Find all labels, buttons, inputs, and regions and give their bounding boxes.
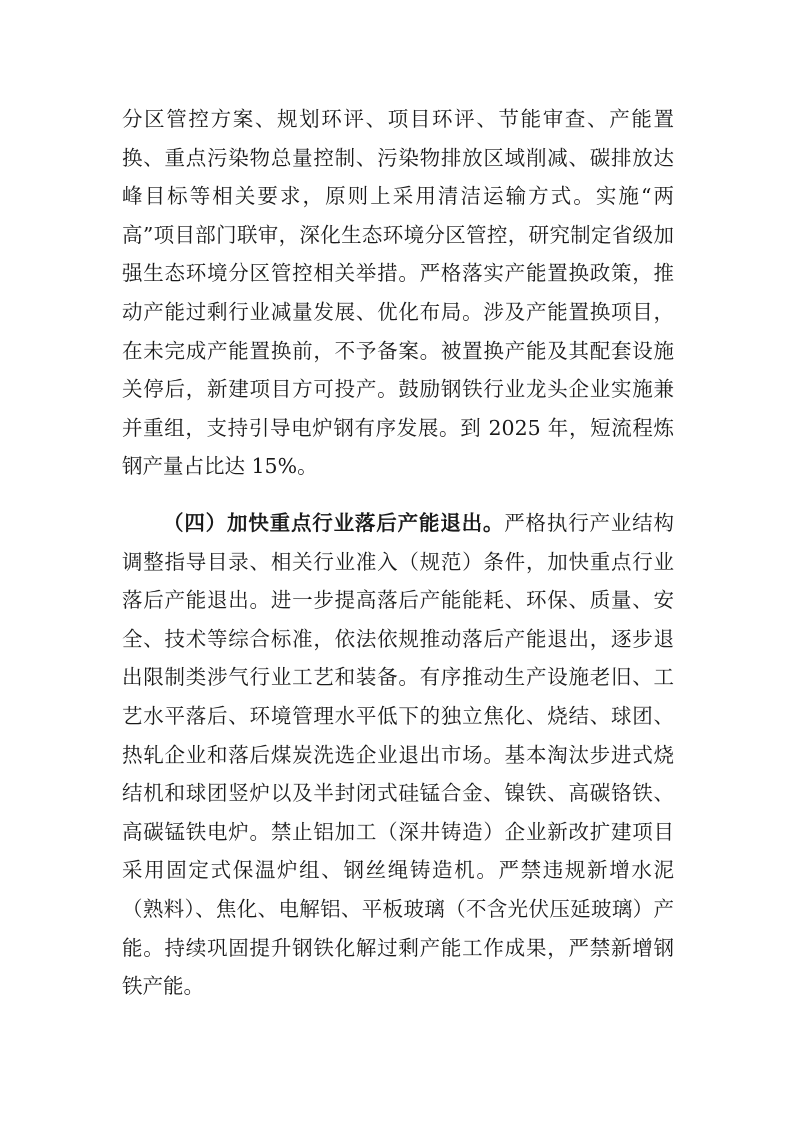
paragraph-block-1 bbox=[122, 100, 674, 486]
section-4-body: 严格执行产业结构调整指导目录、相关行业准入（规范）条件，加快重点行业落后产能退出。进一步提高落后产能能耗、环保、质量、安全、技术等综合标准，依法依规推动落后产能退出，逐步退出限制类涉气行业工艺和装备。有序推动生产设施老旧、工艺水平落后、环境管理水平低下的独立焦化、烧结、球团、热轧企业和落后煤炭洗选企业退出市场。基本淘汰步进式烧结机和球团竖炉以及半封闭式硅锰合金、镍铁、高碳铬铁、高碳锰铁电炉。禁止铝加工（深井铸造）企业新改扩建项目采用固定式保温炉组、钢丝绳铸造机。严禁违规新增水泥（熟料）、焦化、电解铝、平板玻璃（不含光伏压延玻璃）产能。持续巩固提升钢铁化解过剩产能工作成果，严禁新增钢铁产能。 bbox=[122, 511, 675, 999]
paragraph-continued: 分区管控方案、规划环评、项目环评、节能审查、产能置换、重点污染物总量控制、污染物排放区域削减、碳排放达峰目标等相关要求，原则上采用清洁运输方式。实施“两高”项目部门联审，深化生态环境分区管控，研究制定省级加强生态环境分区管控相关举措。严格落实产能置换政策，推动产能过剩行业减量发展、优化布局。涉及产能置换项目，在未完成产能置换前，不予备案。被置换产能及其配套设施关停后，新建项目方可投产。鼓励钢铁行业龙头企业实施兼并重组，支持引导电炉钢有序发展。到 2025 年，短流程炼钢产量占比达 15%。 bbox=[122, 107, 674, 479]
paragraph-block-2 bbox=[122, 504, 674, 1006]
section-4-heading: （四）加快重点行业落后产能退出。 bbox=[163, 511, 505, 535]
section-4-paragraph bbox=[122, 504, 674, 1006]
